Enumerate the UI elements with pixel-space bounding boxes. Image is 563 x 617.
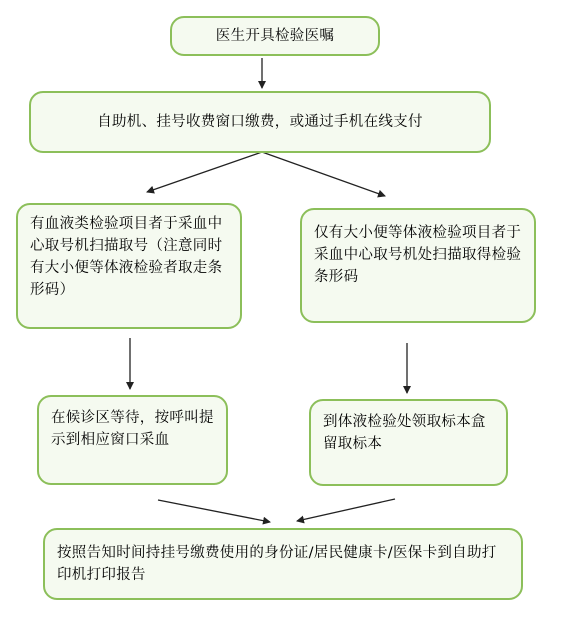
- arrow-payment-to-fluid: [262, 152, 385, 196]
- step-print-report-text: 按照告知时间持挂号缴费使用的身份证/居民健康卡/医保卡到自助打印机打印报告: [57, 545, 497, 583]
- step-print-report: [43, 528, 523, 600]
- step-fluid-container-text: 到体液检验处领取标本盒留取标本: [323, 414, 486, 452]
- step-payment: [29, 91, 491, 153]
- step-order-text: 医生开具检验医嘱: [215, 28, 335, 44]
- step-wait-blood: [37, 395, 228, 485]
- arrow-wait-to-report: [158, 500, 270, 522]
- step-fluid-container: [309, 399, 508, 486]
- arrow-container-to-report: [297, 499, 395, 521]
- arrow-payment-to-blood: [147, 152, 262, 192]
- step-fluid-barcode-text: 仅有大小便等体液检验项目者于采血中心取号机处扫描取得检验条形码: [314, 225, 522, 285]
- step-blood-barcode: [16, 203, 242, 329]
- step-order: [170, 16, 380, 56]
- step-payment-text: 自助机、挂号收费窗口缴费，或通过手机在线支付: [97, 114, 423, 130]
- step-wait-blood-text: 在候诊区等待，按呼叫提示到相应窗口采血: [51, 410, 214, 448]
- step-fluid-barcode: [300, 208, 536, 323]
- step-blood-barcode-text: 有血液类检验项目者于采血中心取号机扫描取号（注意同时有大小便等体液检验者取走条形码）: [30, 216, 223, 298]
